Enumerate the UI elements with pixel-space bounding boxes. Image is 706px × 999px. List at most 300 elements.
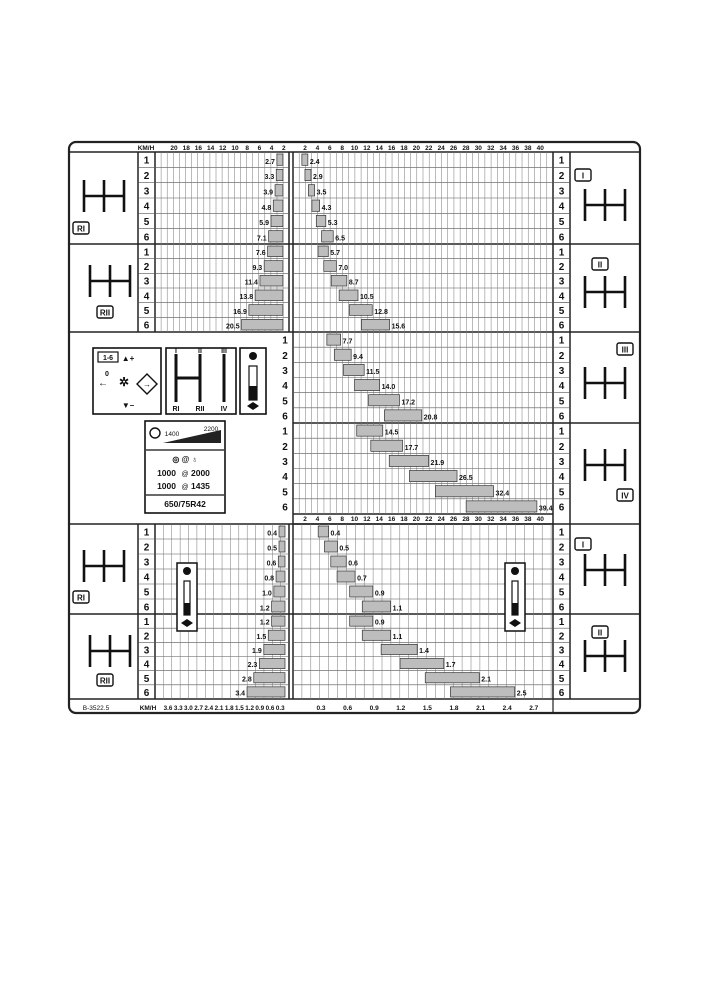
speed-bar bbox=[302, 154, 308, 165]
gear-number-left: 3 bbox=[282, 365, 288, 377]
bar-value-label: 4.8 bbox=[261, 204, 272, 212]
gear-number-left: 2 bbox=[282, 350, 288, 362]
bar-value-label: 17.7 bbox=[404, 444, 419, 452]
tick-label: 12 bbox=[363, 516, 371, 523]
bar-value-label: 12.8 bbox=[374, 308, 388, 316]
gear-number-right: 3 bbox=[558, 456, 565, 468]
gear-number-left: 1 bbox=[143, 527, 150, 539]
gear-number-right: 4 bbox=[558, 381, 565, 393]
shift-pattern-icon-i bbox=[585, 189, 625, 221]
gear-number-left: 3 bbox=[143, 186, 150, 198]
tick-label: 38 bbox=[524, 145, 532, 152]
gear-number-left: 6 bbox=[282, 411, 288, 423]
gear-number-right: 1 bbox=[558, 426, 565, 438]
bar-value-label: 9.3 bbox=[252, 264, 263, 272]
tick-label: 20 bbox=[412, 516, 421, 523]
tick-label: 22 bbox=[425, 516, 433, 523]
gear-number-right: 6 bbox=[558, 602, 565, 614]
speed-bar bbox=[450, 687, 514, 697]
gear-number-left: 2 bbox=[143, 262, 150, 273]
range-mark-ii: II bbox=[597, 628, 603, 638]
bar-value-label: 8.7 bbox=[348, 279, 359, 287]
gear-number-right: 6 bbox=[558, 502, 565, 514]
gear-number-right: 4 bbox=[558, 201, 565, 213]
speed-bar bbox=[272, 616, 285, 626]
tick-label: 24 bbox=[437, 145, 445, 152]
axis-unit-label: KM/H bbox=[139, 705, 157, 712]
speed-bar bbox=[264, 261, 283, 272]
gear-number-left: 2 bbox=[143, 631, 150, 643]
tick-label: 12 bbox=[219, 145, 227, 152]
gear-number-left: 6 bbox=[143, 232, 150, 244]
tick-label: 20 bbox=[170, 145, 178, 152]
bar-value-label: 13.8 bbox=[239, 294, 254, 302]
gear-number-left: 2 bbox=[143, 171, 150, 182]
creeper-slot-fill bbox=[184, 603, 190, 615]
tick-label: 6 bbox=[327, 145, 332, 152]
tick-label: 18 bbox=[400, 145, 408, 152]
neutral-label: 0 bbox=[105, 371, 109, 378]
gear-number-left: 5 bbox=[143, 306, 150, 317]
gear-number-right: 4 bbox=[558, 291, 565, 303]
gear-number-left: 6 bbox=[143, 602, 150, 614]
speed-bar bbox=[277, 154, 283, 165]
speed-bar bbox=[369, 395, 400, 406]
gear-number-left: 4 bbox=[143, 572, 150, 584]
tick-label: 8 bbox=[245, 145, 250, 152]
rpm-max-label: 2200 bbox=[203, 426, 219, 433]
gear-number-left: 1 bbox=[282, 335, 288, 347]
gear-number-right: 3 bbox=[558, 557, 565, 569]
bar-value-label: 6.5 bbox=[335, 235, 345, 243]
tick-label: 40 bbox=[536, 516, 544, 523]
gear-number-right: 4 bbox=[558, 572, 565, 584]
bar-value-label: 9.4 bbox=[353, 353, 363, 361]
speed-bar bbox=[344, 364, 365, 375]
bar-value-label: 14.0 bbox=[381, 384, 396, 392]
range-mark-rii: RII bbox=[99, 308, 111, 318]
gear-number-right: 3 bbox=[558, 276, 565, 288]
tick-label: 2.7 bbox=[529, 705, 539, 712]
pto-rpm-label: 1000 bbox=[157, 481, 176, 491]
speed-bar bbox=[274, 586, 285, 597]
tick-label: 0.3 bbox=[316, 705, 326, 712]
speed-bar bbox=[357, 425, 383, 436]
shift-pattern-icon-ri bbox=[84, 550, 124, 582]
left-arrow-icon: ← bbox=[98, 378, 108, 389]
document-code: B-3522.5 bbox=[82, 705, 110, 712]
bar-value-label: 16.9 bbox=[233, 308, 247, 316]
speed-bar bbox=[350, 586, 373, 597]
gear-number-right: 2 bbox=[558, 631, 565, 643]
range-selector-mark-ri: RI bbox=[172, 406, 180, 413]
snail-icon bbox=[183, 567, 191, 575]
gear-number-right: 2 bbox=[558, 542, 565, 554]
tick-label: 2 bbox=[281, 145, 286, 152]
down-arrow-icon: ▼– bbox=[121, 401, 135, 410]
tick-label: 32 bbox=[487, 145, 495, 152]
shift-pattern-icon-rii bbox=[90, 635, 130, 667]
gear-number-left: 2 bbox=[282, 441, 288, 453]
bar-value-label: 2.8 bbox=[242, 676, 252, 684]
gear-number-right: 6 bbox=[558, 320, 565, 332]
speed-bar bbox=[312, 200, 320, 211]
speed-bar bbox=[362, 319, 390, 330]
speed-bar bbox=[316, 215, 326, 226]
shift-pattern-icon-ii bbox=[585, 276, 625, 308]
tick-label: 32 bbox=[487, 516, 495, 523]
tick-label: 2.1 bbox=[476, 705, 486, 712]
gear-number-left: 4 bbox=[143, 659, 150, 671]
bar-value-label: 3.9 bbox=[263, 189, 274, 197]
pto-rpm-label: 1000 bbox=[157, 468, 176, 478]
gear-number-right: 4 bbox=[558, 472, 565, 484]
tick-label: 18 bbox=[400, 516, 408, 523]
tick-label: 12 bbox=[363, 145, 371, 152]
range-mark-i: I bbox=[581, 540, 585, 550]
gear-number-right: 4 bbox=[558, 659, 565, 671]
speed-bar bbox=[324, 541, 337, 552]
tick-label: 2 bbox=[303, 145, 307, 152]
speed-bar bbox=[327, 334, 341, 345]
speed-bar bbox=[268, 246, 283, 257]
at-symbol: @ bbox=[181, 471, 189, 478]
engine-rpm-label: 1435 bbox=[191, 481, 210, 491]
tick-label: 16 bbox=[388, 145, 396, 152]
tick-label: 36 bbox=[511, 516, 520, 523]
gear-number-left: 4 bbox=[282, 472, 288, 484]
tick-label: 4 bbox=[315, 145, 320, 152]
tick-label: 1.5 bbox=[422, 705, 432, 712]
bar-value-label: 0.4 bbox=[330, 530, 341, 538]
speed-bar bbox=[272, 601, 285, 612]
gear-number-left: 3 bbox=[282, 456, 288, 468]
gear-number-right: 5 bbox=[558, 587, 565, 599]
tick-label: 34 bbox=[499, 145, 507, 152]
gear-number-right: 5 bbox=[558, 673, 565, 685]
tick-label: 0.6 bbox=[343, 705, 353, 712]
gear-number-left: 6 bbox=[282, 502, 288, 514]
bar-value-label: 2.7 bbox=[265, 158, 275, 166]
up-arrow-icon: ▲+ bbox=[121, 354, 135, 363]
bar-value-label: 0.8 bbox=[264, 575, 275, 583]
range-selector-mark-iv: IV bbox=[220, 406, 228, 413]
speed-bar bbox=[255, 290, 283, 301]
speed-bar bbox=[389, 455, 428, 466]
bar-value-label: 7.0 bbox=[338, 264, 349, 272]
tick-label: 4 bbox=[315, 516, 320, 523]
tick-label: 1.8 bbox=[449, 705, 459, 712]
gear-number-right: 2 bbox=[558, 262, 565, 273]
gear-number-right: 2 bbox=[558, 441, 565, 453]
tick-label: 6 bbox=[257, 145, 262, 152]
speed-bar bbox=[276, 169, 283, 180]
tick-label: 10 bbox=[231, 145, 239, 152]
range-mark-ii: II bbox=[597, 260, 603, 270]
tick-label: 20 bbox=[412, 145, 421, 152]
range-mark-iii: III bbox=[621, 345, 629, 355]
speed-bar bbox=[305, 169, 311, 180]
tick-label: 3.0 bbox=[184, 705, 193, 712]
bar-value-label: 1.1 bbox=[392, 605, 403, 613]
tick-label: 14 bbox=[206, 145, 215, 152]
bar-value-label: 0.9 bbox=[374, 619, 385, 627]
gear-number-right: 2 bbox=[558, 350, 565, 362]
range-mark-i: I bbox=[581, 171, 585, 181]
tick-label: 14 bbox=[375, 516, 383, 523]
speed-bar bbox=[435, 486, 493, 497]
tick-label: 16 bbox=[388, 516, 396, 523]
bar-value-label: 2.4 bbox=[309, 158, 320, 166]
tick-label: 22 bbox=[425, 145, 433, 152]
gear-number-left: 4 bbox=[282, 381, 288, 393]
tick-label: 0.6 bbox=[265, 705, 275, 712]
speed-bar bbox=[331, 275, 347, 286]
gear-number-left: 4 bbox=[143, 201, 150, 213]
gear-number-right: 5 bbox=[558, 306, 565, 317]
bar-value-label: 26.5 bbox=[459, 475, 473, 483]
speed-bar bbox=[324, 261, 337, 272]
icons-layer bbox=[73, 169, 633, 686]
tick-label: 3.3 bbox=[173, 705, 183, 712]
speed-bar bbox=[273, 200, 283, 211]
speed-bar bbox=[331, 556, 346, 567]
tire-size-label: 650/75R42 bbox=[164, 499, 206, 509]
tick-label: 40 bbox=[536, 145, 544, 152]
tick-label: 10 bbox=[350, 145, 359, 152]
gear-number-left: 5 bbox=[282, 487, 288, 499]
speed-bar bbox=[242, 319, 283, 330]
speed-bar bbox=[278, 556, 285, 567]
speed-bar bbox=[259, 659, 285, 669]
rpm-min-label: 1400 bbox=[164, 431, 180, 438]
range-mark-ri: RI bbox=[77, 224, 85, 234]
bar-value-label: 15.6 bbox=[391, 323, 406, 331]
tick-label: 1.2 bbox=[245, 705, 254, 712]
tick-label: 0.9 bbox=[255, 705, 265, 712]
bar-value-label: 17.2 bbox=[401, 399, 416, 407]
tick-label: 1.5 bbox=[235, 705, 244, 712]
speed-bar bbox=[247, 687, 285, 697]
bar-value-label: 1.2 bbox=[259, 605, 270, 613]
shift-pattern-icon-ri bbox=[84, 180, 124, 212]
tick-label: 14 bbox=[375, 145, 383, 152]
pto-engine-icon: ◎ @ ♁ bbox=[172, 455, 198, 464]
gear-number-right: 2 bbox=[558, 171, 565, 182]
tick-label: 30 bbox=[474, 145, 482, 152]
bar-value-label: 3.5 bbox=[316, 189, 327, 197]
bar-value-label: 4.3 bbox=[321, 204, 332, 212]
bar-value-label: 0.6 bbox=[266, 560, 277, 568]
at-symbol: @ bbox=[181, 484, 189, 491]
snail-icon bbox=[511, 567, 519, 575]
creeper-slot-fill bbox=[249, 386, 257, 400]
tick-label: 8 bbox=[340, 516, 344, 523]
tick-label: 0.9 bbox=[369, 705, 379, 712]
gear-number-left: 3 bbox=[143, 276, 150, 288]
tick-label: 38 bbox=[524, 516, 532, 523]
tick-label: 16 bbox=[194, 145, 203, 152]
tick-label: 3.6 bbox=[163, 705, 173, 712]
bar-value-label: 5.7 bbox=[330, 250, 341, 258]
gear-number-right: 3 bbox=[558, 365, 565, 377]
gear-number-right: 5 bbox=[558, 396, 565, 408]
speed-bar bbox=[318, 246, 328, 257]
gear-number-right: 6 bbox=[558, 232, 565, 244]
speed-bar bbox=[362, 601, 390, 612]
tick-label: 2 bbox=[303, 516, 307, 523]
bar-value-label: 2.9 bbox=[312, 174, 323, 182]
speed-bar bbox=[334, 349, 351, 360]
gear-number-left: 6 bbox=[143, 320, 150, 332]
speed-bar bbox=[384, 410, 421, 421]
speed-bar bbox=[409, 471, 457, 482]
bar-value-label: 1.5 bbox=[256, 633, 267, 641]
bar-value-label: 21.9 bbox=[430, 460, 445, 467]
bar-value-label: 32.4 bbox=[495, 490, 510, 498]
speed-bar bbox=[350, 616, 373, 626]
gear-number-left: 3 bbox=[143, 557, 150, 569]
gear-number-right: 5 bbox=[558, 487, 565, 499]
bar-value-label: 10.5 bbox=[359, 294, 374, 302]
shifter-label: 1-6 bbox=[102, 355, 114, 362]
bar-value-label: 2.1 bbox=[481, 676, 492, 684]
creeper-lever-icon bbox=[177, 563, 197, 631]
shift-pattern-icon-rii bbox=[90, 265, 130, 297]
gear-number-right: 1 bbox=[558, 617, 565, 629]
speed-bar bbox=[268, 630, 285, 640]
gear-number-left: 1 bbox=[282, 426, 288, 438]
bar-value-label: 1.9 bbox=[252, 648, 262, 655]
speed-bar bbox=[271, 215, 283, 226]
range-selector-mark-ii: II bbox=[198, 348, 202, 355]
speed-bar bbox=[275, 185, 283, 196]
speed-bar bbox=[249, 305, 283, 316]
gear-number-left: 3 bbox=[143, 645, 150, 657]
speed-bar bbox=[425, 673, 479, 683]
gear-number-right: 1 bbox=[558, 527, 565, 539]
speed-bar bbox=[318, 526, 328, 537]
speed-bar bbox=[381, 644, 417, 654]
range-mark-ri: RI bbox=[77, 593, 85, 603]
bar-value-label: 20.8 bbox=[423, 414, 438, 422]
gear-number-right: 1 bbox=[558, 247, 565, 259]
tick-label: 24 bbox=[437, 516, 445, 523]
bar-value-label: 1.1 bbox=[392, 633, 403, 641]
shift-pattern-icon-iv bbox=[585, 449, 625, 481]
tick-label: 34 bbox=[499, 516, 507, 523]
tick-label: 28 bbox=[462, 145, 470, 152]
tick-label: 18 bbox=[182, 145, 190, 152]
bar-value-label: 7.7 bbox=[342, 338, 353, 346]
tick-label: 0.3 bbox=[275, 705, 285, 712]
gear-number-right: 3 bbox=[558, 186, 565, 198]
right-arrow-icon: → bbox=[143, 380, 151, 389]
gear-icon: ✲ bbox=[118, 375, 130, 389]
speed-bars bbox=[242, 154, 537, 697]
speed-bar bbox=[279, 541, 285, 552]
speed-bar bbox=[337, 571, 355, 582]
tick-label: 2.4 bbox=[502, 705, 512, 712]
speed-bar bbox=[466, 501, 537, 512]
gear-number-right: 1 bbox=[558, 155, 565, 167]
speed-bar bbox=[322, 231, 334, 242]
bar-value-label: 1.7 bbox=[445, 662, 456, 670]
bar-value-label: 2.3 bbox=[247, 662, 258, 670]
gear-number-right: 6 bbox=[558, 411, 565, 423]
tick-label: 36 bbox=[511, 145, 520, 152]
gear-number-left: 4 bbox=[143, 291, 150, 303]
bar-value-label: 39.4 bbox=[538, 505, 553, 513]
speed-bar bbox=[269, 231, 283, 242]
range-mark-rii: RII bbox=[99, 676, 111, 686]
tick-label: 2.4 bbox=[204, 705, 214, 712]
range-selector-mark-rii: RII bbox=[195, 406, 205, 413]
bar-value-label: 14.5 bbox=[384, 429, 399, 437]
speed-bar bbox=[308, 185, 314, 196]
bar-value-label: 20.5 bbox=[226, 323, 240, 331]
tick-label: 26 bbox=[449, 516, 458, 523]
tick-label: 10 bbox=[350, 516, 359, 523]
speed-bar bbox=[254, 673, 285, 683]
bar-value-label: 0.7 bbox=[357, 575, 367, 583]
bar-value-label: 0.6 bbox=[348, 560, 358, 568]
gear-number-left: 5 bbox=[143, 673, 150, 685]
bar-value-label: 5.9 bbox=[259, 220, 270, 228]
tick-label: 1.2 bbox=[396, 705, 406, 712]
bar-value-label: 11.5 bbox=[366, 369, 380, 376]
tick-label: 2.7 bbox=[194, 705, 203, 712]
gear-number-left: 1 bbox=[143, 247, 150, 259]
speed-bar bbox=[339, 290, 358, 301]
bar-value-label: 3.3 bbox=[264, 174, 275, 182]
gear-number-left: 1 bbox=[143, 155, 150, 167]
speed-bar bbox=[371, 440, 403, 451]
gear-number-left: 6 bbox=[143, 687, 150, 699]
tick-label: 26 bbox=[449, 145, 458, 152]
speed-bar bbox=[260, 275, 283, 286]
snail-icon bbox=[249, 352, 257, 360]
gear-number-left: 2 bbox=[143, 542, 150, 554]
bar-value-label: 0.4 bbox=[267, 530, 277, 538]
range-selector-mark-iii: III bbox=[221, 348, 227, 355]
gear-number-right: 5 bbox=[558, 217, 565, 228]
gear-number-left: 5 bbox=[143, 587, 150, 599]
bar-value-label: 3.4 bbox=[235, 690, 246, 698]
gear-number-right: 6 bbox=[558, 687, 565, 699]
gear-number-left: 5 bbox=[143, 217, 150, 228]
tick-label: 2.1 bbox=[214, 705, 224, 712]
bar-value-label: 7.1 bbox=[256, 235, 267, 243]
tick-label: 28 bbox=[462, 516, 470, 523]
speed-bar bbox=[362, 630, 390, 640]
gear-number-left: 1 bbox=[143, 617, 150, 629]
tick-label: 4 bbox=[269, 145, 274, 152]
speed-bar bbox=[400, 659, 444, 669]
tick-label: 1.8 bbox=[224, 705, 234, 712]
bar-value-label: 0.5 bbox=[267, 545, 277, 553]
gear-number-left: 5 bbox=[282, 396, 288, 408]
bar-value-label: 1.4 bbox=[419, 648, 429, 655]
tick-label: 8 bbox=[340, 145, 344, 152]
bar-value-label: 2.5 bbox=[516, 690, 527, 698]
speed-bar bbox=[355, 380, 380, 391]
tick-label: 6 bbox=[327, 516, 332, 523]
range-selector-mark-i: I bbox=[175, 348, 177, 355]
bar-value-label: 1.2 bbox=[259, 619, 270, 627]
bar-value-label: 7.6 bbox=[255, 250, 266, 258]
speed-bar bbox=[276, 571, 285, 582]
